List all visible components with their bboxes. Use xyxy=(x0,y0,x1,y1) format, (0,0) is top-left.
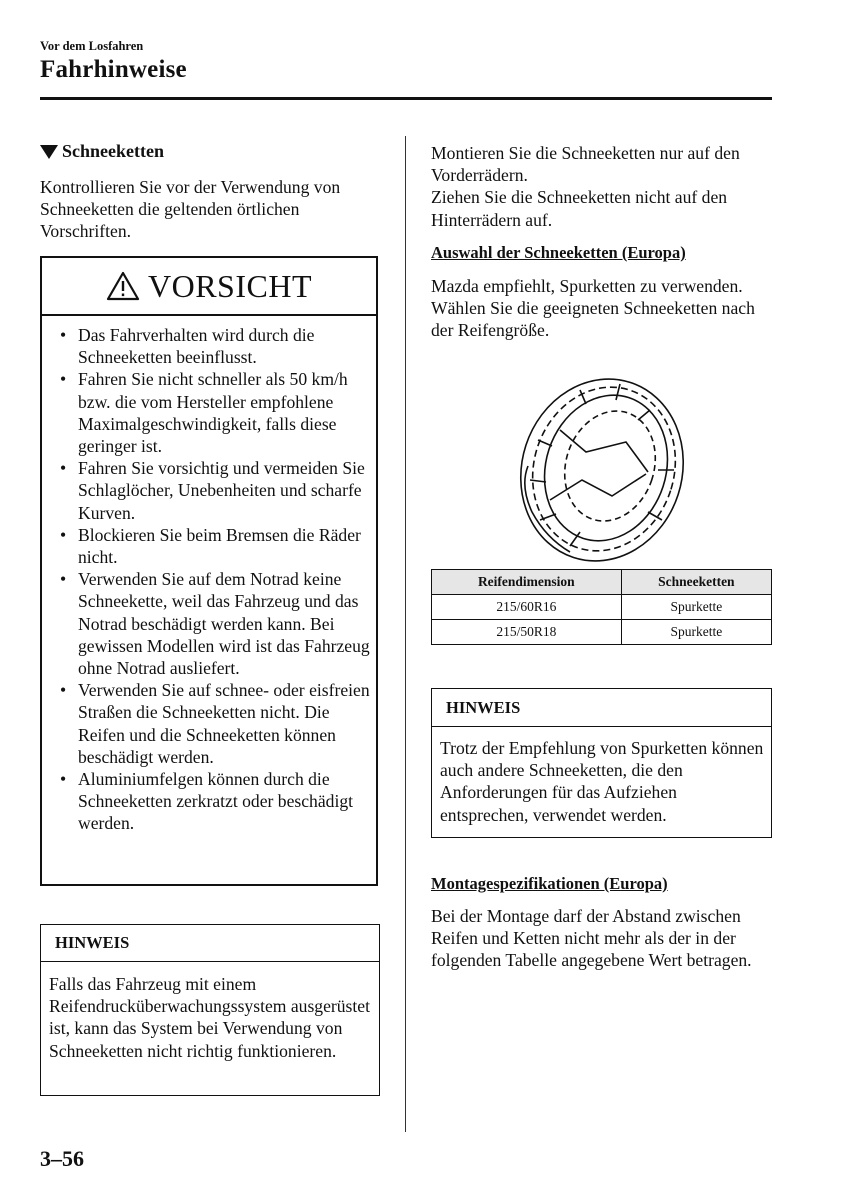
table-cell: 215/50R18 xyxy=(432,620,622,645)
subheading-chain-selection: Auswahl der Schneeketten (Europa) xyxy=(431,243,686,262)
note-box-tpms xyxy=(40,924,380,1096)
front-wheel-instructions xyxy=(431,142,776,231)
chain-size-table xyxy=(431,569,772,645)
caution-item: • Fahren Sie nicht schneller als 50 km/h bzw. die vom Hersteller empfohlene Maximalgeschwindigkeit, falls diese geringer ist. xyxy=(60,369,348,457)
intro-paragraph: Kontrollieren Sie vor der Verwendung von Schneeketten die geltenden örtlichen Vorschriften. xyxy=(40,177,341,242)
caution-item: • Fahren Sie vorsichtig und vermeiden Sie Schlaglöcher, Unebenheiten und scharfe Kurven. xyxy=(60,458,365,523)
section-kicker: Vor dem Losfahren xyxy=(40,39,144,53)
table-row xyxy=(432,595,772,620)
title-rule xyxy=(40,97,772,100)
table-cell: 215/60R16 xyxy=(432,595,622,620)
caution-box xyxy=(40,256,378,886)
page-title: Fahrhinweise xyxy=(40,56,187,83)
snow-chain-illustration xyxy=(510,370,692,570)
instruction-line: Ziehen Sie die Schneeketten nicht auf den Hinterrädern auf. xyxy=(431,187,728,230)
caution-item: • Verwenden Sie auf dem Notrad keine Schneekette, weil das Fahrzeug und das Notrad beschädigt werden kann. Bei gewissen Modellen wird ist das Fahrzeug ohne Notrad ausliefert. xyxy=(60,569,370,679)
note-title: HINWEIS xyxy=(432,689,771,727)
note-text: Falls das Fahrzeug mit einem Reifendrucküberwachungssystem ausgerüstet ist, kann das System bei Verwendung von Schneeketten nicht richtig funktionieren. xyxy=(49,974,370,1061)
caution-item: • Blockieren Sie beim Bremsen die Räder nicht. xyxy=(60,524,361,568)
caution-header xyxy=(42,258,376,316)
subheading-mounting-specs: Montagespezifikationen (Europa) xyxy=(431,874,668,893)
triangle-bullet-icon xyxy=(40,145,58,159)
page-number: 3–56 xyxy=(40,1146,84,1171)
caution-item: • Verwenden Sie auf schnee- oder eisfreien Straßen die Schneeketten nicht. Die Reifen und die Schneeketten können beschädigt werden. xyxy=(60,680,370,767)
note-title: HINWEIS xyxy=(41,925,379,962)
table-header-row xyxy=(432,570,772,595)
caution-item: • Aluminiumfelgen können durch die Schneeketten zerkratzt oder beschädigt werden. xyxy=(60,769,354,834)
warning-triangle-icon xyxy=(106,271,140,301)
table-cell: Spurkette xyxy=(621,620,771,645)
mounting-paragraph: Bei der Montage darf der Abstand zwischen Reifen und Ketten nicht mehr als der in der folgenden Tabelle angegebene Wert betragen. xyxy=(431,906,752,971)
note-box-chains xyxy=(431,688,772,838)
table-header: Schneeketten xyxy=(621,570,771,595)
caution-list xyxy=(56,324,374,835)
recommendation-paragraph: Mazda empfiehlt, Spurketten zu verwenden. Wählen Sie die geeigneten Schneeketten nach der Reifengröße. xyxy=(431,276,755,341)
caution-item: • Das Fahrverhalten wird durch die Schneeketten beeinflusst. xyxy=(60,325,315,368)
table-cell: Spurkette xyxy=(621,595,771,620)
column-divider xyxy=(405,136,406,1132)
caution-title: VORSICHT xyxy=(147,267,312,304)
section-heading-text: Schneeketten xyxy=(62,141,164,161)
table-header: Reifendimension xyxy=(432,570,622,595)
instruction-line: Montieren Sie die Schneeketten nur auf den Vorderrädern. xyxy=(431,143,740,186)
section-heading xyxy=(40,141,164,162)
note-text: Trotz der Empfehlung von Spurketten können auch andere Schneeketten, die den Anforderungen für das Aufziehen entsprechen, verwendet werden. xyxy=(440,738,764,825)
table-row xyxy=(432,620,772,645)
